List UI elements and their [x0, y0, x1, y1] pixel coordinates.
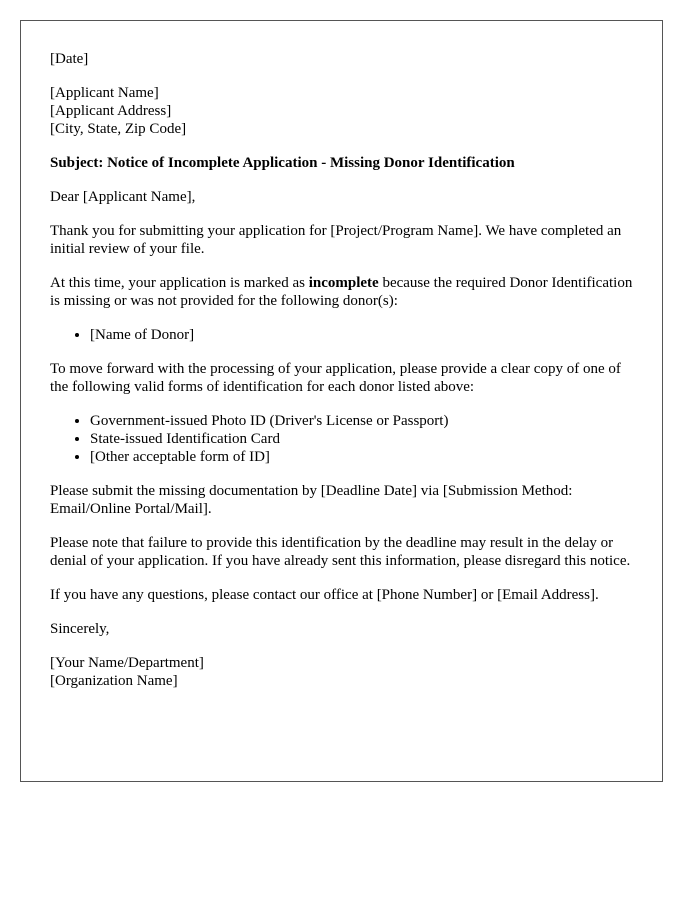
- status-incomplete: incomplete: [308, 275, 379, 291]
- paragraph-intro: Thank you for submitting your application for [Project/Program Name]. We have completed an initial review of your file.: [50, 223, 622, 257]
- paragraph-status: [50, 274, 633, 310]
- paragraph-contact: If you have any questions, please contact our office at [Phone Number] or [Email Address].: [50, 587, 599, 603]
- salutation: Dear [Applicant Name],: [50, 189, 196, 205]
- signature-block: [50, 654, 633, 690]
- list-item: • Government-issued Photo ID (Driver's License or Passport): [90, 412, 633, 430]
- subject-line: Subject: Notice of Incomplete Application - Missing Donor Identification: [50, 155, 515, 171]
- paragraph-deadline: Please submit the missing documentation by [Deadline Date] via [Submission Method: Email/Online Portal/Mail].: [50, 483, 573, 517]
- list-item: • [Name of Donor]: [90, 326, 633, 344]
- date: [Date]: [50, 51, 89, 67]
- list-item: • [Other acceptable form of ID]: [90, 448, 633, 466]
- closing: Sincerely,: [50, 621, 110, 637]
- id-forms-list: [50, 412, 633, 466]
- recipient-city: [City, State, Zip Code]: [50, 121, 187, 137]
- list-item: • State-issued Identification Card: [90, 430, 633, 448]
- status-text-rest: because the required Donor Identification is missing or was not provided for the following donor(s):: [50, 275, 633, 309]
- donor-list: [50, 326, 633, 344]
- status-text: At this time, your application is marked as: [50, 275, 309, 291]
- letter: [20, 20, 663, 782]
- recipient-block: [50, 84, 633, 138]
- signature-org: [Organization Name]: [50, 673, 178, 689]
- signature-name: [Your Name/Department]: [50, 655, 204, 671]
- paragraph-warning: Please note that failure to provide this identification by the deadline may result in the delay or denial of your application. If you have already sent this information, please disregard this notice.: [50, 535, 631, 569]
- recipient-address: [Applicant Address]: [50, 103, 172, 119]
- paragraph-request: To move forward with the processing of your application, please provide a clear copy of one of the following valid forms of identification for each donor listed above:: [50, 361, 621, 395]
- recipient-name: [Applicant Name]: [50, 85, 159, 101]
